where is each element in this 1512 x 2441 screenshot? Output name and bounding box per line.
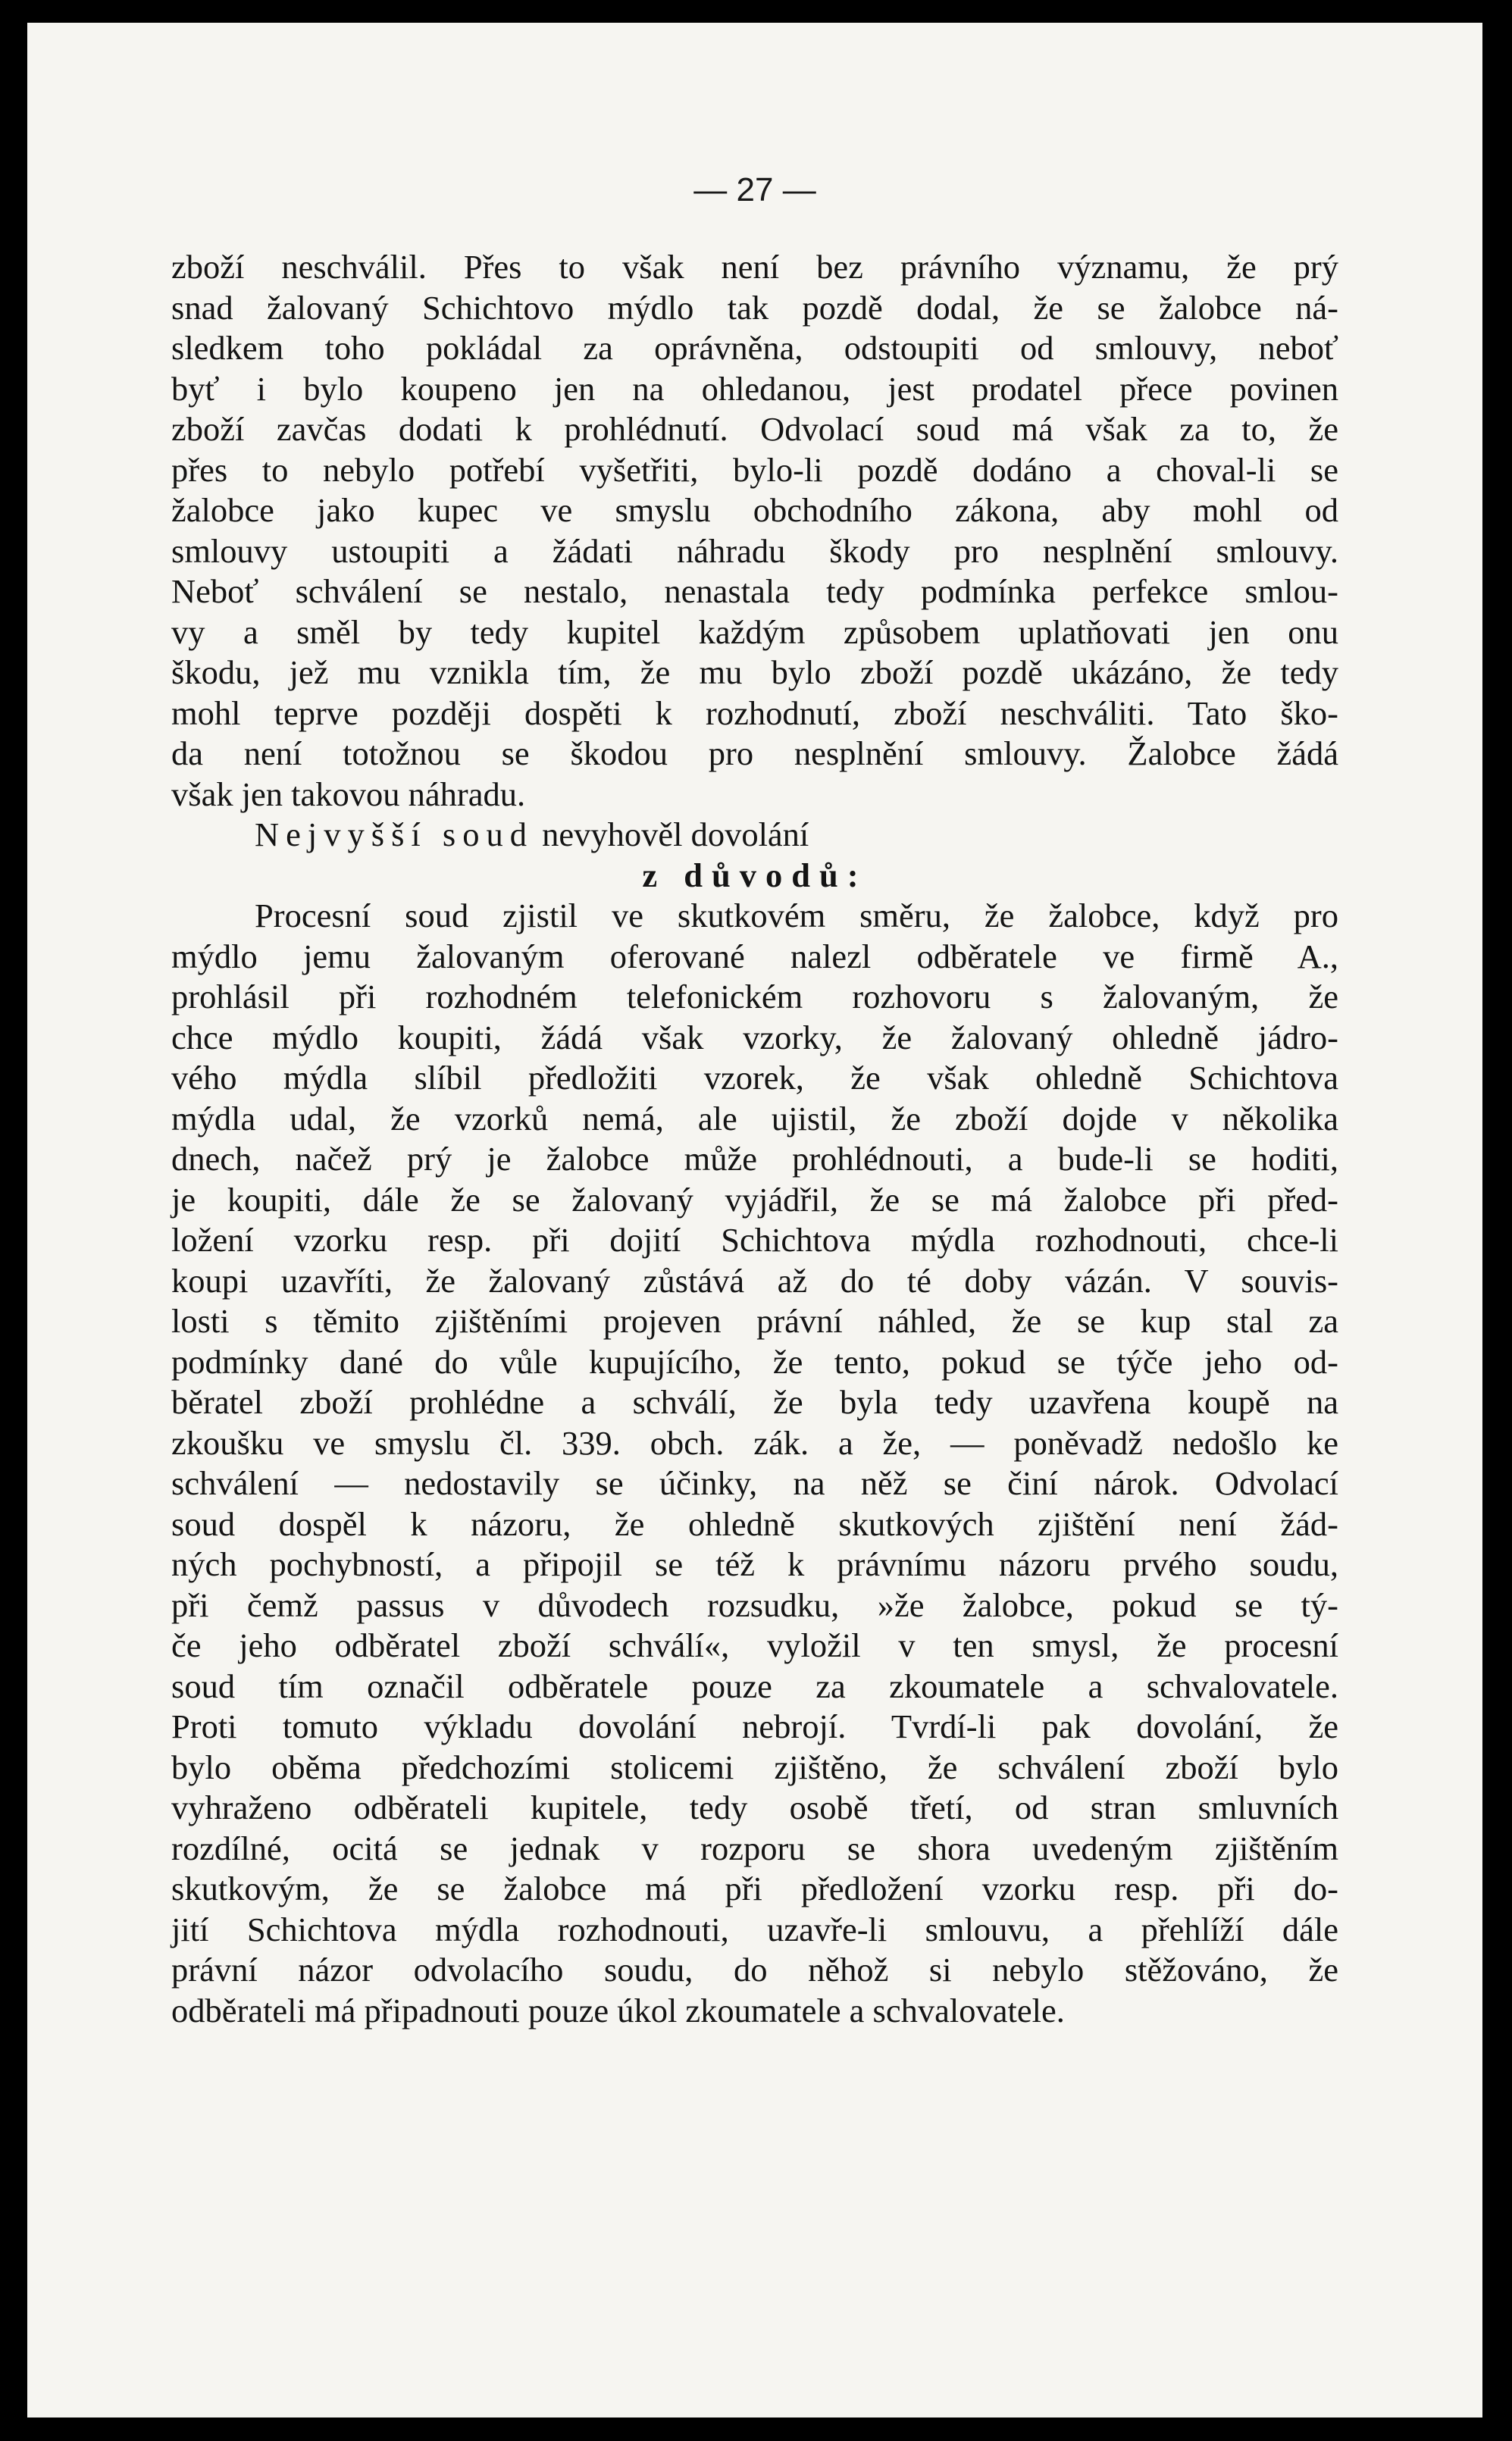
text-line: při čemž passus v důvodech rozsudku, »že žalobce, pokud se tý- (171, 1585, 1338, 1624)
court-name: Nejvyšší soud (255, 815, 534, 853)
text-line: však jen takovou náhradu. (171, 775, 526, 813)
text-line: běratel zboží prohlédne a schválí, že byla tedy uzavřena koupě na (171, 1383, 1338, 1421)
text-line: vy a směl by tedy kupitel každým způsobem uplatňovati jen onu (171, 612, 1338, 651)
text-line: je koupiti, dále že se žalovaný vyjádřil, že se má žalobce při před- (171, 1180, 1338, 1219)
text-line: dnech, načež prý je žalobce může prohlédnouti, a bude-li se hoditi, (171, 1140, 1338, 1178)
text-line: bylo oběma předchozími stolicemi zjištěno, že schválení zboží bylo (171, 1748, 1338, 1786)
text-line: odběrateli má připadnouti pouze úkol zkoumatele a schvalovatele. (171, 1991, 1065, 2029)
text-line: zboží zavčas dodati k prohlédnutí. Odvolací soud má však za to, že (171, 410, 1338, 448)
document-page (27, 23, 1482, 2418)
verdict-line (171, 815, 1338, 856)
text-line: koupi uzavříti, že žalovaný zůstává až do té doby vázán. V souvis- (171, 1261, 1338, 1300)
body-text (171, 247, 1338, 2031)
text-line: Procesní soud zjistil ve skutkovém směru, že žalobce, když pro (255, 897, 1338, 934)
text-line: mohl teprve později dospěti k rozhodnutí, zboží neschváliti. Tato ško- (171, 693, 1338, 732)
text-line: schválení — nedostavily se účinky, na něž se činí nárok. Odvolací (171, 1464, 1338, 1502)
paragraph-2 (171, 896, 1338, 2031)
text-line: skutkovým, že se žalobce má při předložení vzorku resp. při do- (171, 1870, 1338, 1907)
text-line: ložení vzorku resp. při dojití Schichtova mýdla rozhodnouti, chce-li (171, 1221, 1338, 1259)
text-line: rozdílné, ocitá se jednak v rozporu se shora uvedeným zjištěním (171, 1829, 1338, 1867)
text-line: losti s těmito zjištěními projeven právní náhled, že se kup stal za (171, 1302, 1338, 1340)
text-line: ných pochybností, a připojil se též k právnímu názoru prvého soudu, (171, 1545, 1338, 1583)
text-line: přes to nebylo potřebí vyšetřiti, bylo-li pozdě dodáno a choval-li se (171, 450, 1338, 489)
text-line: podmínky dané do vůle kupujícího, že tento, pokud se týče jeho od- (171, 1342, 1338, 1381)
text-line: škodu, jež mu vznikla tím, že mu bylo zboží pozdě ukázáno, že tedy (171, 653, 1338, 691)
text-line: zkoušku ve smyslu čl. 339. obch. zák. a že, — poněvadž nedošlo ke (171, 1423, 1338, 1462)
text-line: vyhraženo odběrateli kupitele, tedy osobě třetí, od stran smluvních (171, 1789, 1338, 1826)
text-line: zboží neschválil. Přes to však není bez právního významu, že prý (171, 248, 1338, 286)
text-line: Neboť schválení se nestalo, nenastala tedy podmínka perfekce smlou- (171, 572, 1338, 610)
page-number: — 27 — (693, 171, 816, 208)
text-line: mýdla udal, že vzorků nemá, ale ujistil, že zboží dojde v několika (171, 1099, 1338, 1138)
paragraph-1 (171, 247, 1338, 815)
text-line: soud dospěl k názoru, že ohledně skutkových zjištění není žád- (171, 1504, 1338, 1543)
reasons-heading (171, 856, 1338, 897)
reasons-heading-text: z důvodů: (642, 856, 868, 894)
text-line: snad žalovaný Schichtovo mýdlo tak pozdě dodal, že se žalobce ná- (171, 288, 1338, 327)
text-line: če jeho odběratel zboží schválí«, vyložil v ten smysl, že procesní (171, 1626, 1338, 1664)
text-line: prohlásil při rozhodném telefonickém rozhovoru s žalovaným, že (171, 978, 1338, 1016)
text-line: byť i bylo koupeno jen na ohledanou, jest prodatel přece povinen (171, 369, 1338, 408)
text-line: soud tím označil odběratele pouze za zkoumatele a schvalovatele. (171, 1666, 1338, 1705)
text-line: sledkem toho pokládal za oprávněna, odstoupiti od smlouvy, neboť (171, 329, 1338, 367)
text-line: da není totožnou se škodou pro nesplnění smlouvy. Žalobce žádá (171, 734, 1338, 772)
text-line: vého mýdla slíbil předložiti vzorek, že však ohledně Schichtova (171, 1059, 1338, 1097)
verdict-text: nevyhověl dovolání (533, 815, 809, 853)
text-line: chce mýdlo koupiti, žádá však vzorky, že žalovaný ohledně jádro- (171, 1018, 1338, 1056)
text-line: jití Schichtova mýdla rozhodnouti, uzavře-li smlouvu, a přehlíží dále (171, 1910, 1338, 1948)
text-line: právní názor odvolacího soudu, do něhož si nebylo stěžováno, že (171, 1951, 1338, 1989)
text-line: žalobce jako kupec ve smyslu obchodního zákona, aby mohl od (171, 491, 1338, 529)
text-line: Proti tomuto výkladu dovolání nebrojí. Tvrdí-li pak dovolání, že (171, 1707, 1338, 1745)
text-line: mýdlo jemu žalovaným oferované nalezl odběratele ve firmě A., (171, 937, 1338, 975)
text-line: smlouvy ustoupiti a žádati náhradu škody pro nesplnění smlouvy. (171, 531, 1338, 570)
